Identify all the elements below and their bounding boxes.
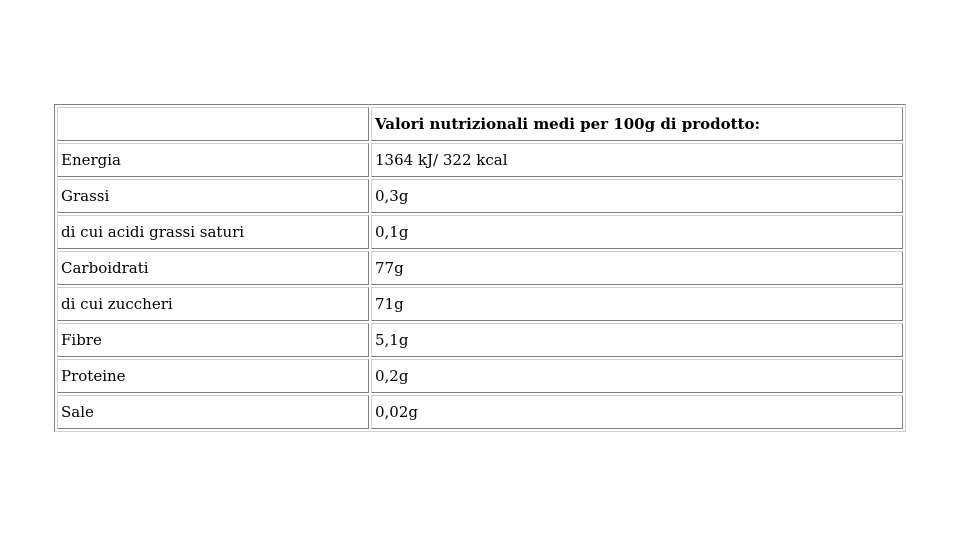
row-label-proteine: Proteine xyxy=(57,359,369,393)
table-row xyxy=(57,251,903,285)
row-value-sale: 0,02g xyxy=(371,395,903,429)
header-label-cell xyxy=(57,107,369,141)
table-row xyxy=(57,395,903,429)
row-value-proteine: 0,2g xyxy=(371,359,903,393)
nutrition-table xyxy=(54,104,906,432)
row-value-carboidrati: 77g xyxy=(371,251,903,285)
table-row xyxy=(57,215,903,249)
row-value-grassi-saturi: 0,1g xyxy=(371,215,903,249)
row-label-fibre: Fibre xyxy=(57,323,369,357)
table-row xyxy=(57,323,903,357)
row-label-energia: Energia xyxy=(57,143,369,177)
table-row xyxy=(57,359,903,393)
header-value-cell: Valori nutrizionali medi per 100g di prodotto: xyxy=(371,107,903,141)
table-row xyxy=(57,143,903,177)
row-value-energia: 1364 kJ/ 322 kcal xyxy=(371,143,903,177)
row-label-zuccheri: di cui zuccheri xyxy=(57,287,369,321)
row-label-grassi-saturi: di cui acidi grassi saturi xyxy=(57,215,369,249)
row-value-fibre: 5,1g xyxy=(371,323,903,357)
row-label-sale: Sale xyxy=(57,395,369,429)
table-row xyxy=(57,287,903,321)
row-label-carboidrati: Carboidrati xyxy=(57,251,369,285)
row-value-grassi: 0,3g xyxy=(371,179,903,213)
table-header-row xyxy=(57,107,903,141)
table-row xyxy=(57,179,903,213)
row-value-zuccheri: 71g xyxy=(371,287,903,321)
row-label-grassi: Grassi xyxy=(57,179,369,213)
